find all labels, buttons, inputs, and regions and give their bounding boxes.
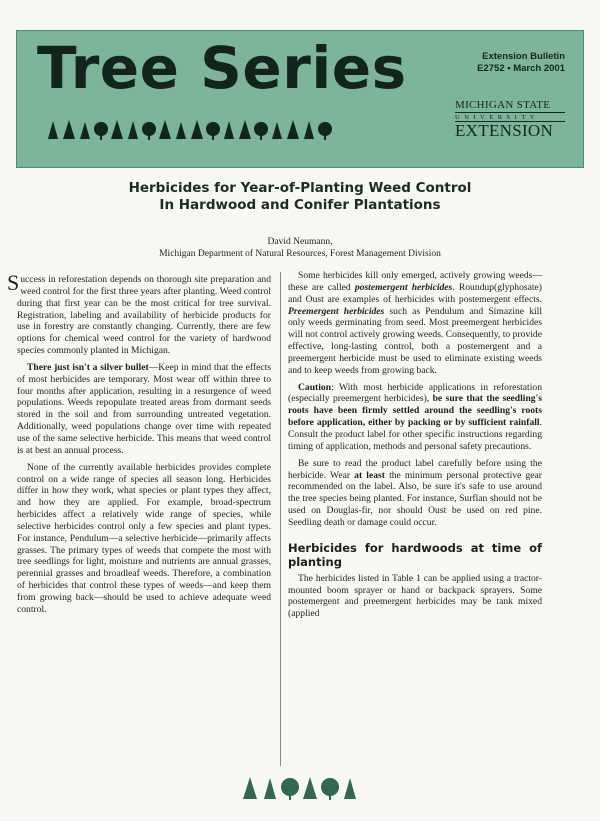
msu-logo-line2: UNIVERSITY <box>455 114 539 121</box>
article-title-line2: In Hardwood and Conifer Plantations <box>159 197 441 213</box>
paragraph-text: —Keep in mind that the effects of most herbicides are temporary. Most wear off within three to four months after application, resulting in a resurgence of weed populations. Weeds repopulate treated areas from dormant seeds stored in the soil and from surrounding untreated vegetation. Additionally, weed populations change over time with repeated use of the same selective herbicide. This means that weed control is at best an annual process. <box>17 361 271 456</box>
paragraph-text: None of the currently available herbicides provides complete control on a wide range of species all season long. Herbicides differ in how they work, what species or plant types they affect, and how they are applied. For example, broad-spectrum herbicides affect a relatively wide range of species, while selective herbicides control only a few species and plant types. For instance, Pendulum—a selective herbicide—primarily affects grasses. The primary types of weeds that compete the most with tree seedlings for light, moisture and nutrients are annual grasses, perennial grasses and broadleaf weeds. Therefore, a combination of herbicides that control these types of weeds—and keep them from growing back—should be used to achieve adequate weed control. <box>17 461 271 615</box>
paragraph <box>288 458 542 529</box>
paragraph-text: the minimum personal protective gear recommended on the label. Also, be sure it's safe to use around the tree species being planted. For instance, Surflan should not be used on Douglas-fir, nor should Oust be used on red pine. Seedling death or damage could occur. <box>288 469 542 528</box>
left-column <box>7 270 271 621</box>
drop-cap: S <box>7 270 20 295</box>
paragraph <box>288 270 542 377</box>
paragraph-text: Some herbicides kill only emerged, actively growing weeds—these are called <box>288 270 542 293</box>
emphasis-bold: at least <box>354 469 385 481</box>
right-column <box>288 270 542 625</box>
paragraph <box>7 270 271 357</box>
series-title: Tree Series <box>37 34 407 102</box>
byline <box>40 236 560 260</box>
paragraph-text: . Consult the product label for other specific instructions regarding timing of application, methods and personal safety precautions. <box>288 417 542 452</box>
section-heading: Herbicides for hardwoods at time of planting <box>288 540 542 569</box>
lead-in-bold: There just isn't a silver bullet <box>27 361 149 373</box>
term-postemergent: postemergent herbicides <box>354 281 453 293</box>
caution-bold: be sure that the seedling's roots have been firmly settled around the seedling's roots before application, either by packing or by sufficient rainfall <box>288 393 542 429</box>
paragraph <box>17 462 271 616</box>
paragraph-text: uccess in reforestation depends on thorough site preparation and weed control for the first three years after planting. Weed control during that first year can be the most critical for tree survival. Registration, labeling and availability of herbicide products for use in forestry are constantly changing. Currently, there are few options for chemical weed control for the variety of hardwood species commonly planted in Michigan. <box>17 274 271 357</box>
paragraph-text: Be sure to read the product label carefully before using the herbicide. Wear <box>288 457 542 481</box>
article-title <box>40 180 560 214</box>
author-affiliation: Michigan Department of Natural Resources, Forest Management Division <box>159 249 441 259</box>
author-name: David Neumann, <box>267 237 333 247</box>
paragraph <box>17 362 271 457</box>
bulletin-info <box>477 51 565 75</box>
msu-logo-line1: MICHIGAN STATE <box>455 99 565 113</box>
term-preemergent: Preemergent herbicides <box>288 305 385 317</box>
footer-tree-icon <box>238 776 362 800</box>
paragraph-text: . Roundup(glyphosate) and Oust are examples of herbicides with postemergent effects. <box>288 281 542 305</box>
caution-label: Caution <box>298 381 332 393</box>
paragraph-text: The herbicides listed in Table 1 can be applied using a tractor-mounted boom sprayer or hand or backpack sprayers. Some postemergent and preemergent herbicides may be tank mixed (applied <box>288 572 542 620</box>
article-title-line1: Herbicides for Year-of-Planting Weed Control <box>128 180 472 196</box>
msu-extension-logo <box>455 99 565 139</box>
paragraph <box>288 382 542 453</box>
msu-logo-line3: EXTENSION <box>455 121 565 139</box>
paragraph-text: such as Pendulum and Simazine kill only weeds germinating from seed. Most preemergent herbicides will not control actively growing weeds. Consequently, to provide effective, long-lasting control, both a postemergent and a preemergent herbicide must be used to eliminate existing weeds and to keep weeds from growing back. <box>288 305 542 376</box>
masthead-banner <box>16 30 584 168</box>
tree-row-icon <box>47 119 339 141</box>
column-divider <box>280 272 281 766</box>
bulletin-number-date: E2752 • March 2001 <box>477 63 565 74</box>
paragraph <box>288 573 542 620</box>
bulletin-label: Extension Bulletin <box>482 51 565 62</box>
paragraph-text: : With most herbicide applications in reforestation (especially preemergent herbicides), <box>288 381 542 405</box>
